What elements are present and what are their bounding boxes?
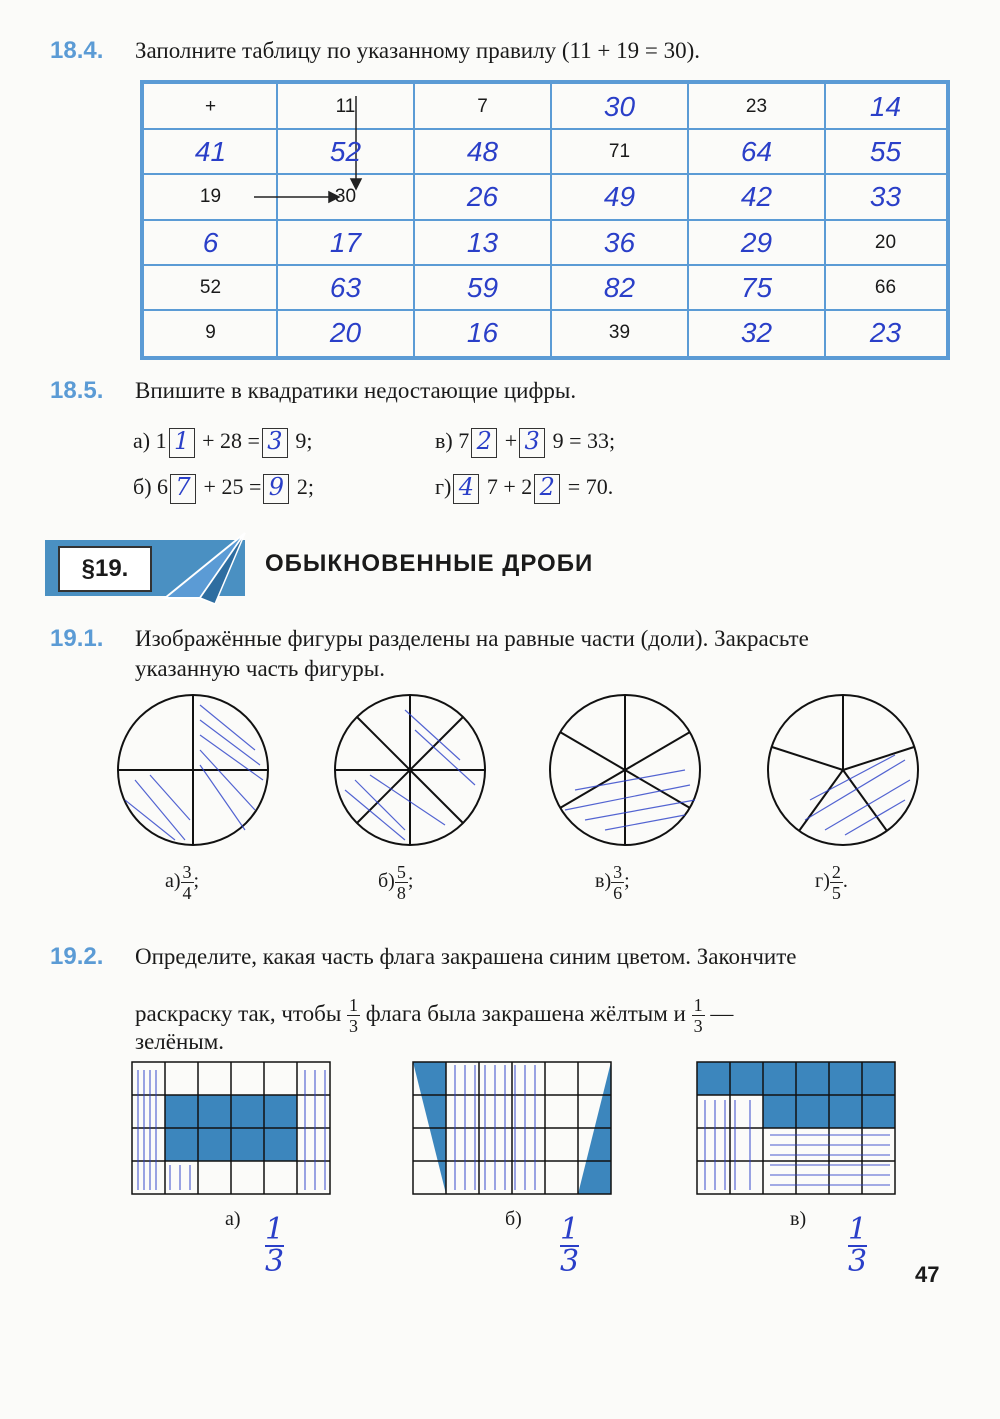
handwritten-cell: 59 <box>466 272 499 303</box>
caption-fraction <box>181 862 194 903</box>
denominator: 8 <box>396 883 406 903</box>
handwritten-cell: 17 <box>329 227 362 258</box>
digit: 7 <box>175 473 191 501</box>
exercise-text-18-4: Заполните таблицу по указанному правилу (11 + 19 = 30). <box>135 38 700 63</box>
addition-table <box>140 80 950 360</box>
eq-v-middle: + <box>504 428 518 454</box>
text-part: — <box>710 1000 734 1026</box>
digit: 3 <box>267 427 283 455</box>
flag-caption: в) <box>790 1208 807 1230</box>
answer-fraction-b: 1 3 <box>560 1212 580 1279</box>
caption-fraction <box>830 862 843 903</box>
handwritten-cell: 33 <box>869 181 902 212</box>
handwritten-cell: 30 <box>603 91 636 122</box>
eq-v-label: в) 7 <box>435 428 470 454</box>
digit-box[interactable] <box>534 474 560 504</box>
numerator: 2 <box>831 862 841 882</box>
exercise-number-18-4: 18.4. <box>50 37 104 64</box>
circle-caption <box>165 862 199 903</box>
exercise-text-18-5: Впишите в квадратики недостающие цифры. <box>135 378 577 403</box>
denominator: 3 <box>693 1016 703 1036</box>
eq-g-middle: 7 + 2 <box>486 474 533 500</box>
fraction-one-third <box>692 995 705 1036</box>
text-part: раскраску так, чтобы <box>135 1000 342 1026</box>
eq-v-end: 9 = 33; <box>552 428 616 454</box>
numerator: 1 <box>349 995 359 1015</box>
digit: 9 <box>268 473 284 501</box>
flags-figures <box>130 1060 930 1205</box>
page-number: 47 <box>915 1262 940 1287</box>
answer-fraction-v: 1 3 <box>848 1212 868 1279</box>
paper-plane-icon <box>155 528 255 608</box>
digit-box[interactable] <box>453 474 479 504</box>
handwritten-cell: 64 <box>740 136 773 167</box>
exercise-text-19-1-line1: Изображённые фигуры разделены на равные части (доли). Закрасьте <box>135 626 809 651</box>
eq-a-label: а) 1 <box>133 428 167 454</box>
table-cell: 20 <box>874 232 897 253</box>
digit-box[interactable] <box>519 428 545 458</box>
handwritten-cell: 82 <box>603 272 636 303</box>
denominator: 3 <box>349 1016 359 1036</box>
caption-letter: г) <box>815 870 830 893</box>
flag-caption: а) <box>225 1208 241 1230</box>
fraction-one-third <box>347 995 360 1036</box>
exercise-number-18-5: 18.5. <box>50 377 104 404</box>
table-cell: + <box>204 96 217 117</box>
digit-box[interactable] <box>170 474 196 504</box>
denominator: 5 <box>831 883 841 903</box>
digit-box[interactable] <box>169 428 195 458</box>
exercise-text-19-2-line1: Определите, какая часть флага закрашена синим цветом. Закончите <box>135 944 797 969</box>
handwritten-cell: 55 <box>869 136 902 167</box>
table-cell: 66 <box>874 277 897 298</box>
equation-v <box>435 428 615 458</box>
exercise-text-19-1-line2: указанную часть фигуры. <box>135 656 386 681</box>
eq-a-middle: + 28 = <box>202 428 260 454</box>
eq-b-end: 2; <box>296 474 314 500</box>
circle-caption <box>815 862 848 903</box>
section-title: ОБЫКНОВЕННЫЕ ДРОБИ <box>265 550 594 577</box>
handwritten-cell: 32 <box>740 317 773 348</box>
flag-caption: б) <box>505 1208 522 1230</box>
digit: 3 <box>524 427 540 455</box>
exercise-text-19-2-line2 <box>135 995 950 1036</box>
digit: 4 <box>458 473 474 501</box>
caption-punct: ; <box>624 870 630 893</box>
handwritten-cell: 16 <box>466 317 499 348</box>
handwritten-cell: 41 <box>194 136 227 167</box>
numerator: 5 <box>396 862 406 882</box>
handwritten-cell: 26 <box>466 181 499 212</box>
handwritten-cell: 63 <box>329 272 362 303</box>
handwritten-cell: 13 <box>466 227 499 258</box>
circles-figures <box>105 690 945 860</box>
table-cell: 7 <box>477 96 488 117</box>
circle-caption <box>378 862 413 903</box>
eq-b-middle: + 25 = <box>203 474 262 500</box>
equation-a <box>133 428 313 458</box>
table-cell: 30 <box>334 186 357 207</box>
table-cell: 19 <box>199 186 222 207</box>
digit-box[interactable] <box>262 428 288 458</box>
digit: 1 <box>173 427 190 455</box>
eq-b-label: б) 6 <box>133 474 169 500</box>
caption-letter: б) <box>378 870 395 893</box>
exercise-number-19-1: 19.1. <box>50 625 104 652</box>
section-label: §19. <box>58 546 152 592</box>
eq-a-end: 9; <box>295 428 313 454</box>
exercise-number-19-2: 19.2. <box>50 943 104 970</box>
eq-g-end: = 70. <box>567 474 614 500</box>
handwritten-cell: 20 <box>329 317 362 348</box>
equation-b <box>133 474 314 504</box>
caption-fraction <box>395 862 408 903</box>
exercise-text-19-2-line3: зелёным. <box>135 1029 225 1054</box>
table-cell: 39 <box>608 322 631 343</box>
equation-g <box>435 474 613 504</box>
table-cell: 71 <box>608 141 631 162</box>
numerator: 3 <box>182 862 192 882</box>
denominator: 4 <box>182 883 192 903</box>
caption-letter: а) <box>165 870 181 893</box>
answer-fraction-a: 1 3 <box>265 1212 285 1279</box>
caption-fraction <box>611 862 624 903</box>
handwritten-cell: 42 <box>740 181 773 212</box>
table-cell: 11 <box>335 96 356 117</box>
caption-punct: . <box>842 870 848 893</box>
digit-box[interactable] <box>263 474 289 504</box>
digit: 2 <box>476 427 492 455</box>
table-cell: 9 <box>205 322 216 343</box>
handwritten-cell: 75 <box>740 272 773 303</box>
handwritten-cell: 23 <box>869 317 902 348</box>
handwritten-cell: 48 <box>466 136 499 167</box>
eq-g-label: г) <box>435 474 452 500</box>
text-part: флага была закрашена жёлтым и <box>365 1000 686 1026</box>
handwritten-cell: 6 <box>202 227 219 258</box>
caption-punct: ; <box>407 870 414 893</box>
handwritten-cell: 29 <box>740 227 773 258</box>
caption-punct: ; <box>193 870 200 893</box>
numerator: 1 <box>693 995 703 1015</box>
handwritten-cell: 52 <box>329 136 362 167</box>
handwritten-cell: 14 <box>869 91 902 122</box>
handwritten-cell: 36 <box>603 227 636 258</box>
denominator: 6 <box>613 883 623 903</box>
handwritten-cell: 49 <box>603 181 636 212</box>
numerator: 3 <box>613 862 623 882</box>
table-cell: 23 <box>745 96 768 117</box>
table-cell: 52 <box>199 277 222 298</box>
circle-caption <box>595 862 630 903</box>
digit: 2 <box>539 473 555 501</box>
caption-letter: в) <box>595 870 612 893</box>
digit-box[interactable] <box>471 428 497 458</box>
